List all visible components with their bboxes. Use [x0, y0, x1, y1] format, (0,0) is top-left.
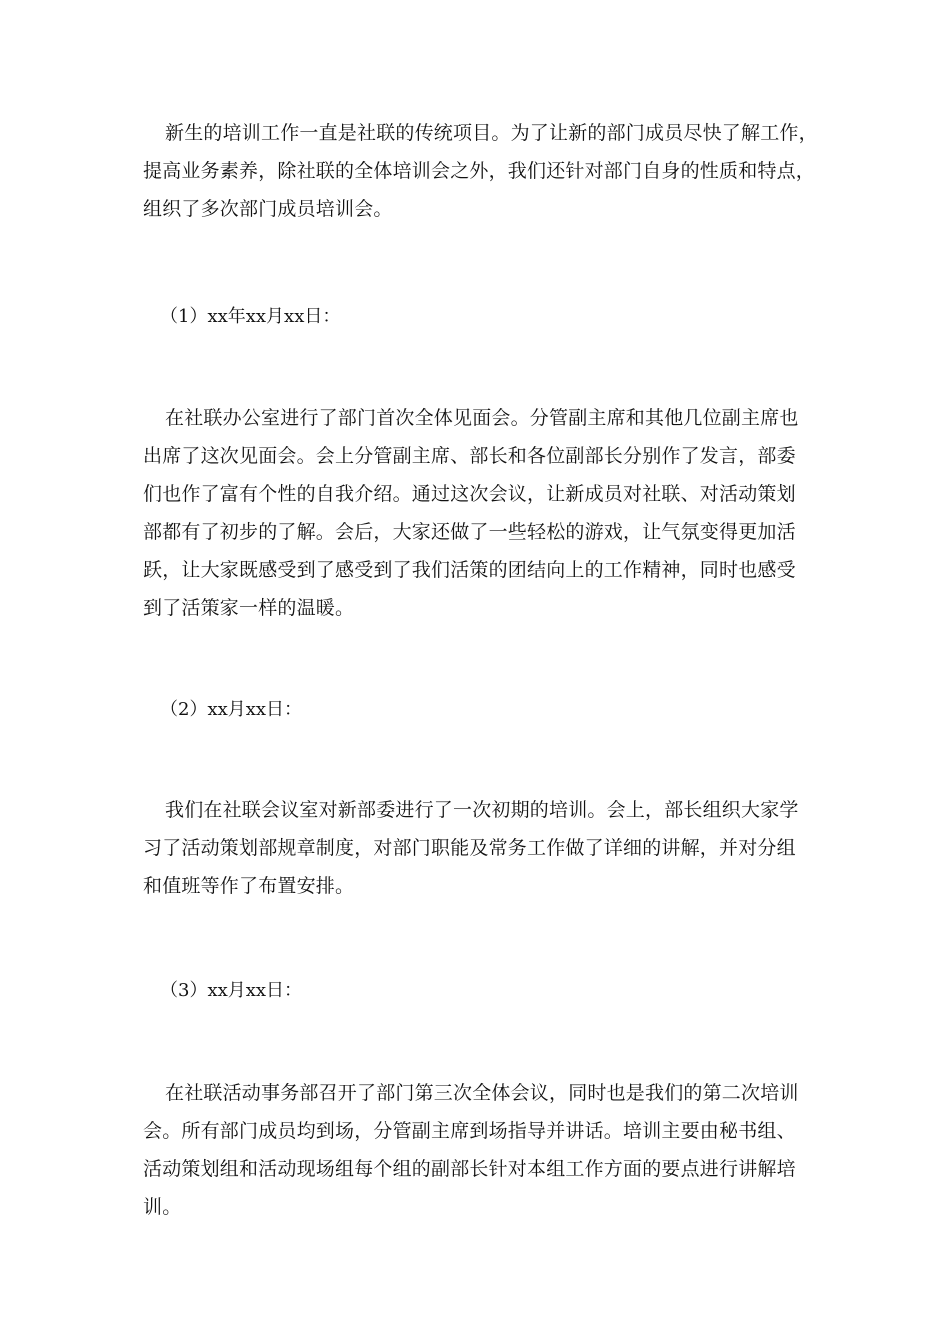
paragraph-intro [143, 114, 818, 228]
paragraph-section-1 [143, 399, 808, 627]
paragraph-line: 新生的培训工作一直是社联的传统项目。为了让新的部门成员尽快了解工作， [165, 122, 818, 144]
paragraph-line: 会。所有部门成员均到场，分管副主席到场指导并讲话。培训主要由秘书组、 [143, 1120, 796, 1142]
section-heading-2: （2）xx月xx日： [160, 699, 303, 720]
section-heading-1: （1）xx年xx月xx日： [160, 306, 341, 327]
paragraph-line: 习了活动策划部规章制度，对部门职能及常务工作做了详细的讲解，并对分组 [143, 837, 796, 859]
paragraph-line: 训。 [143, 1196, 182, 1218]
paragraph-line: 到了活策家一样的温暖。 [143, 597, 355, 619]
paragraph-line: 出席了这次见面会。会上分管副主席、部长和各位副部长分别作了发言，部委 [143, 445, 796, 467]
paragraph-section-3 [143, 1074, 808, 1226]
paragraph-line: 在社联活动事务部召开了部门第三次全体会议，同时也是我们的第二次培训 [165, 1082, 799, 1104]
paragraph-line: 们也作了富有个性的自我介绍。通过这次会议，让新成员对社联、对活动策划 [143, 483, 796, 505]
paragraph-section-2 [143, 791, 808, 905]
paragraph-line: 提高业务素养，除社联的全体培训会之外，我们还针对部门自身的性质和特点， [143, 160, 816, 182]
paragraph-line: 和值班等作了布置安排。 [143, 875, 355, 897]
paragraph-line: 我们在社联会议室对新部委进行了一次初期的培训。会上，部长组织大家学 [165, 799, 799, 821]
paragraph-line: 组织了多次部门成员培训会。 [143, 198, 393, 220]
paragraph-line: 部都有了初步的了解。会后，大家还做了一些轻松的游戏，让气氛变得更加活 [143, 521, 796, 543]
paragraph-line: 活动策划组和活动现场组每个组的副部长针对本组工作方面的要点进行讲解培 [143, 1158, 796, 1180]
paragraph-line: 跃，让大家既感受到了感受到了我们活策的团结向上的工作精神，同时也感受 [143, 559, 796, 581]
section-heading-3: （3）xx月xx日： [160, 980, 303, 1001]
paragraph-line: 在社联办公室进行了部门首次全体见面会。分管副主席和其他几位副主席也 [165, 407, 799, 429]
